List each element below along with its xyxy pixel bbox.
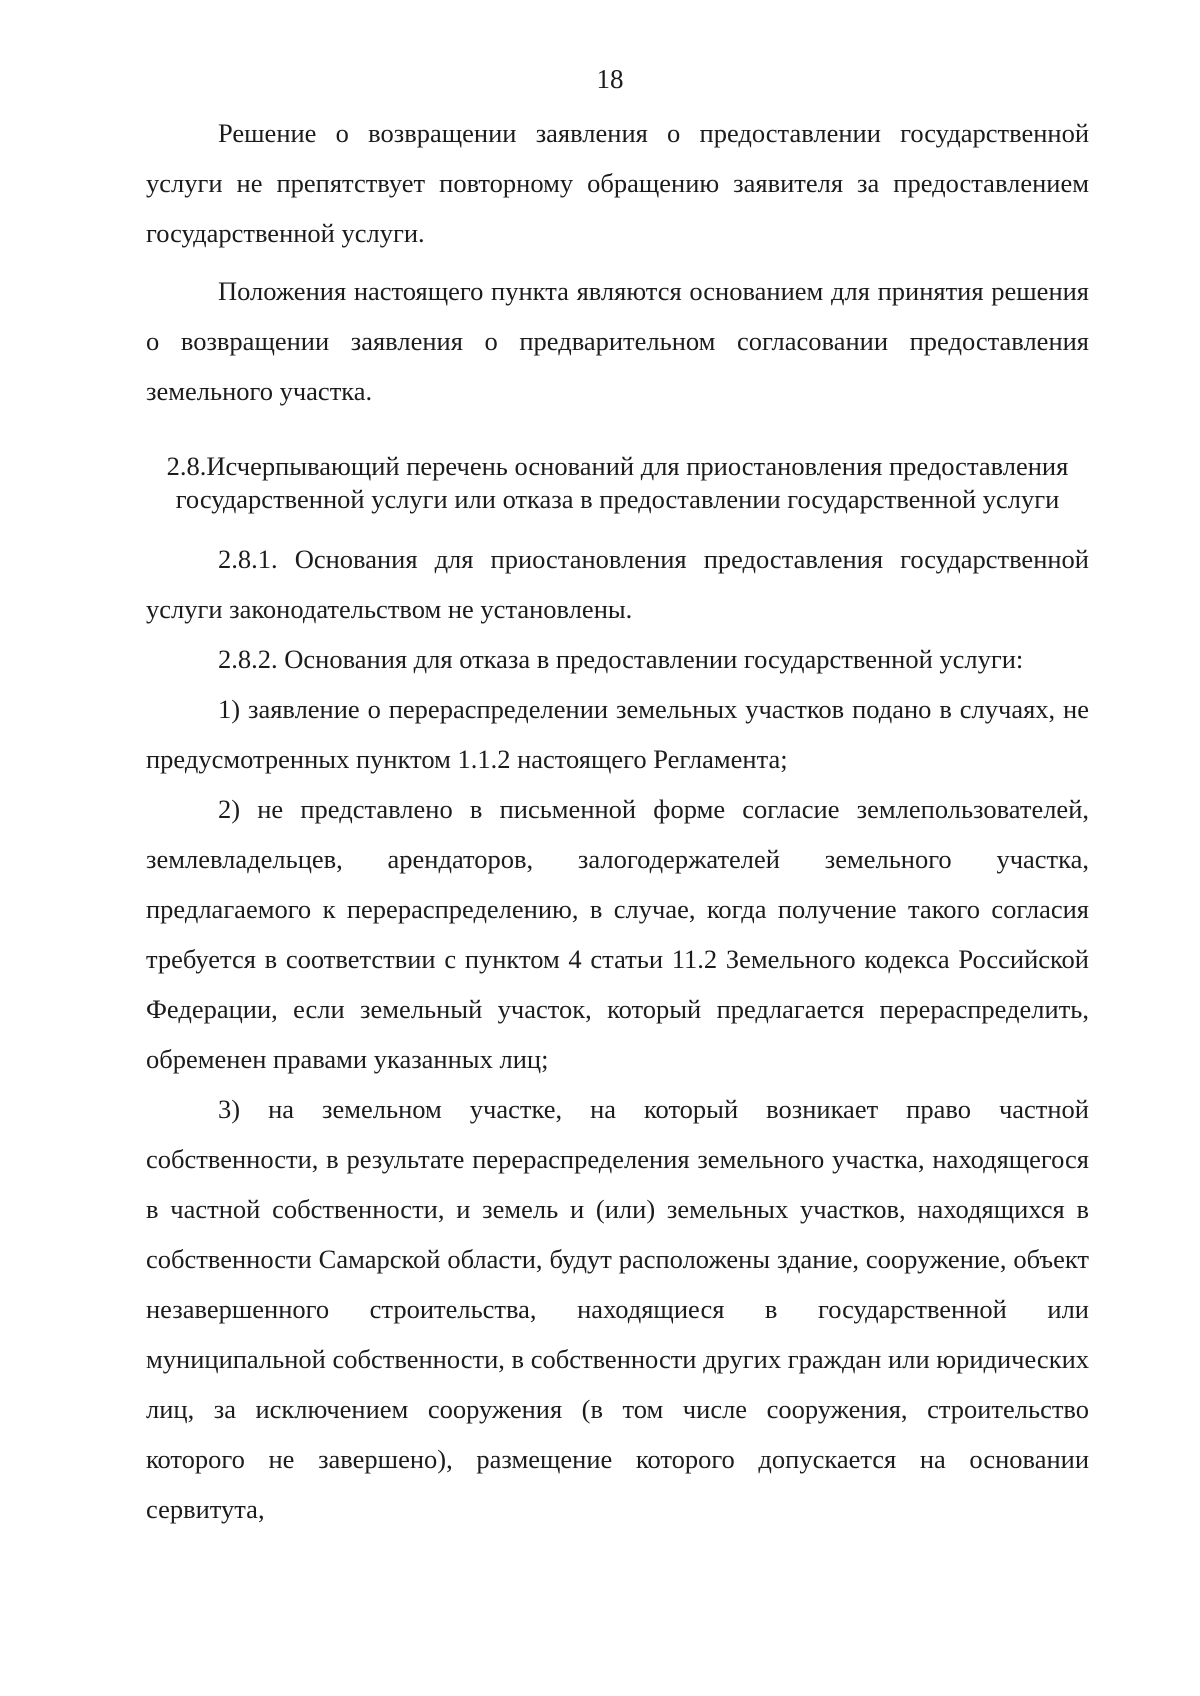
page-number: 18 (596, 64, 624, 94)
paragraph-provisions: Положения настоящего пункта являются основанием для принятия решения о возвращении заявления о предварительном согласовании предоставления земельного участка. (146, 276, 1089, 406)
paragraph-2-8-1: 2.8.1. Основания для приостановления предоставления государственной услуги законодательством не установлены. (146, 544, 1089, 624)
list-item-3: 3) на земельном участке, на который возникает право частной собственности, в результате перераспределения земельного участка, находящегося в частной собственности, и земель и (или) земельных участков, находящихся в собственности Самарской области, будут расположены здание, сооружение, объект незавершенного строительства, находящиеся в государственной или муниципальной собственности, в собственности других граждан или юридических лиц, за исключением сооружения (в том числе сооружения, строительство которого не завершено), размещение которого допускается на основании сервитута, (146, 1094, 1089, 1524)
paragraph-return-decision: Решение о возвращении заявления о предоставлении государственной услуги не препятствует повторному обращению заявителя за предоставлением государственной услуги. (146, 118, 1089, 248)
section-heading-2-8: 2.8.Исчерпывающий перечень оснований для приостановления предоставления государственной услуги или отказа в предоставлении государственной услуги (166, 451, 1069, 514)
document-body (146, 108, 1089, 1534)
list-item-1: 1) заявление о перераспределении земельных участков подано в случаях, не предусмотренных пунктом 1.1.2 настоящего Регламента; (146, 694, 1089, 774)
paragraph-2-8-2: 2.8.2. Основания для отказа в предоставлении государственной услуги: (218, 644, 1024, 674)
list-item-2: 2) не представлено в письменной форме согласие землепользователей, землевладельцев, арендаторов, залогодержателей земельного участка, предлагаемого к перераспределению, в случае, когда получение такого согласия требуется в соответствии с пунктом 4 статьи 11.2 Земельного кодекса Российской Федерации, если земельный участок, который предлагается перераспределить, обременен правами указанных лиц; (146, 794, 1089, 1074)
